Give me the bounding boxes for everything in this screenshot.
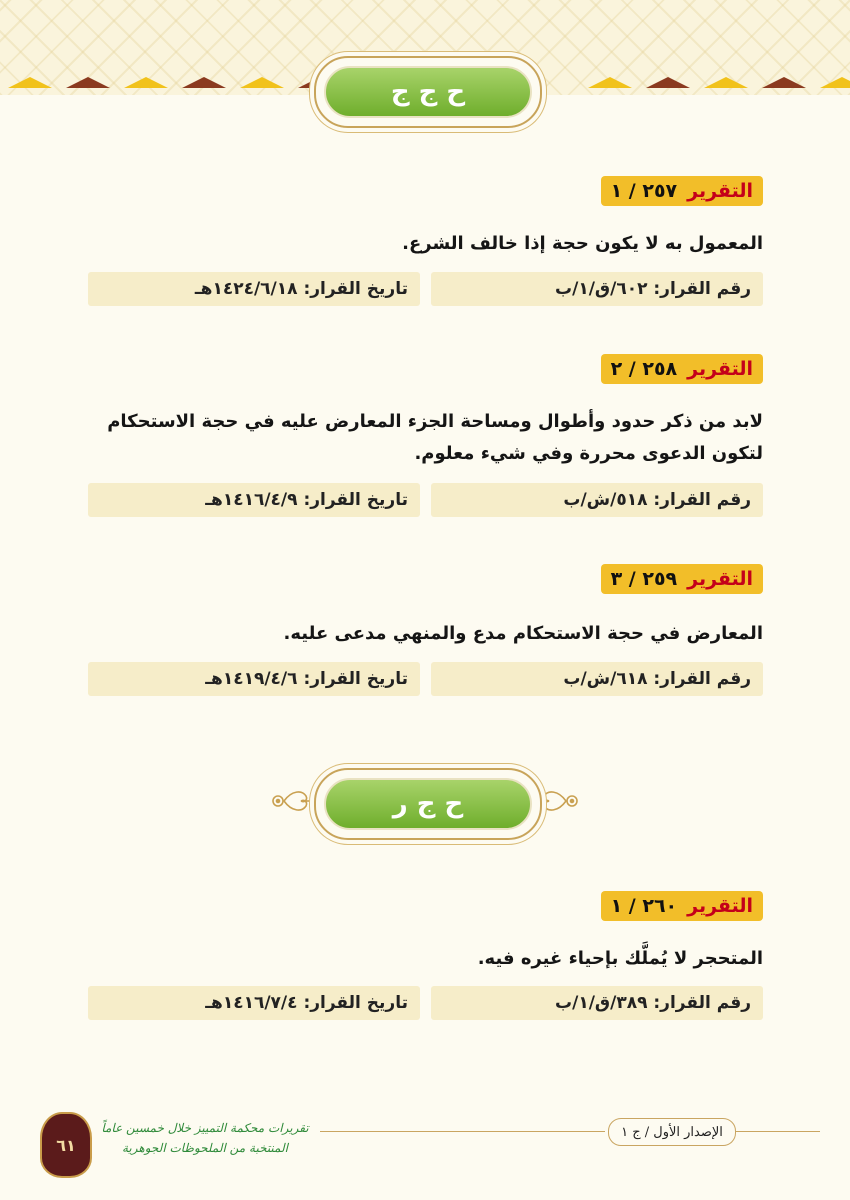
ruling-tag — [601, 564, 763, 594]
decision-date: تاريخ القرار: ١٤١٩/٤/٦هـ — [88, 662, 420, 696]
ruling-number: ٢٥٨ / ٢ — [610, 358, 678, 380]
page-number: ٦١ — [56, 1135, 76, 1155]
ruling-text-line: المعمول به لا يكون حجة إذا خالف الشرع. — [402, 233, 763, 254]
decision-date: تاريخ القرار: ١٤١٦/٧/٤هـ — [88, 986, 420, 1020]
ruling-text — [88, 406, 763, 470]
book-title-line: تقريرات محكمة التمييز خلال خمسين عاماً — [101, 1121, 309, 1135]
ruling-label: التقرير — [687, 895, 753, 917]
decision-number: رقم القرار: ٣٨٩/ق/١/ب — [431, 986, 763, 1020]
ruling-label: التقرير — [687, 180, 753, 202]
ruling-text-line: المعارض في حجة الاستحكام مدع والمنهي مدعى عليه. — [283, 623, 763, 644]
ruling-text — [88, 618, 763, 650]
ruling-tag — [601, 354, 763, 384]
triangle-ornament — [704, 77, 748, 88]
chapter-label: الإصدار الأول / ج ١ — [608, 1118, 736, 1146]
footer-divider-right — [736, 1131, 820, 1132]
decision-date: تاريخ القرار: ١٤٢٤/٦/١٨هـ — [88, 272, 420, 306]
ruling-1 — [88, 176, 763, 306]
triangle-ornament — [588, 77, 632, 88]
ruling-text-line: لتكون الدعوى محررة وفي شيء معلوم. — [414, 443, 763, 464]
triangle-ornament — [66, 77, 110, 88]
ruling-4 — [88, 891, 763, 1026]
ruling-3 — [88, 564, 763, 699]
ruling-text-line: لابد من ذكر حدود وأطوال ومساحة الجزء المعارض عليه في حجة الاستحكام — [107, 411, 763, 432]
ruling-text-line: المتحجر لا يُملَّك بإحياء غيره فيه. — [477, 948, 763, 969]
heading-letters-2: ح ج ر — [324, 778, 532, 830]
triangle-ornament — [820, 77, 850, 88]
decision-date: تاريخ القرار: ١٤١٦/٤/٩هـ — [88, 483, 420, 517]
ruling-text — [88, 228, 763, 260]
heading-frame-2 — [314, 768, 542, 840]
triangle-ornament — [124, 77, 168, 88]
decision-number: رقم القرار: ٦١٨/ش/ب — [431, 662, 763, 696]
book-title-line: المنتخبة من الملحوظات الجوهرية — [122, 1141, 288, 1155]
triangle-ornament — [8, 77, 52, 88]
ruling-text — [88, 943, 763, 975]
ruling-label: التقرير — [687, 568, 753, 590]
heading-frame-1 — [314, 56, 542, 128]
triangle-ornament — [762, 77, 806, 88]
page-number-badge — [40, 1112, 92, 1178]
ruling-tag — [601, 891, 763, 921]
triangle-ornament — [646, 77, 690, 88]
ruling-2 — [88, 354, 763, 524]
heading-letters-1: ح ج ج — [324, 66, 532, 118]
ruling-label: التقرير — [687, 358, 753, 380]
book-title — [100, 1118, 310, 1158]
decision-number: رقم القرار: ٦٠٢/ق/١/ب — [431, 272, 763, 306]
ruling-number: ٢٥٩ / ٣ — [610, 568, 678, 590]
footer-divider-left — [320, 1131, 605, 1132]
ruling-number: ٢٥٧ / ١ — [610, 180, 678, 202]
decision-number: رقم القرار: ٥١٨/ش/ب — [431, 483, 763, 517]
flourish-left-icon — [270, 786, 320, 816]
triangle-ornament — [240, 77, 284, 88]
triangle-ornament — [182, 77, 226, 88]
ruling-tag — [601, 176, 763, 206]
ruling-number: ٢٦٠ / ١ — [610, 895, 678, 917]
